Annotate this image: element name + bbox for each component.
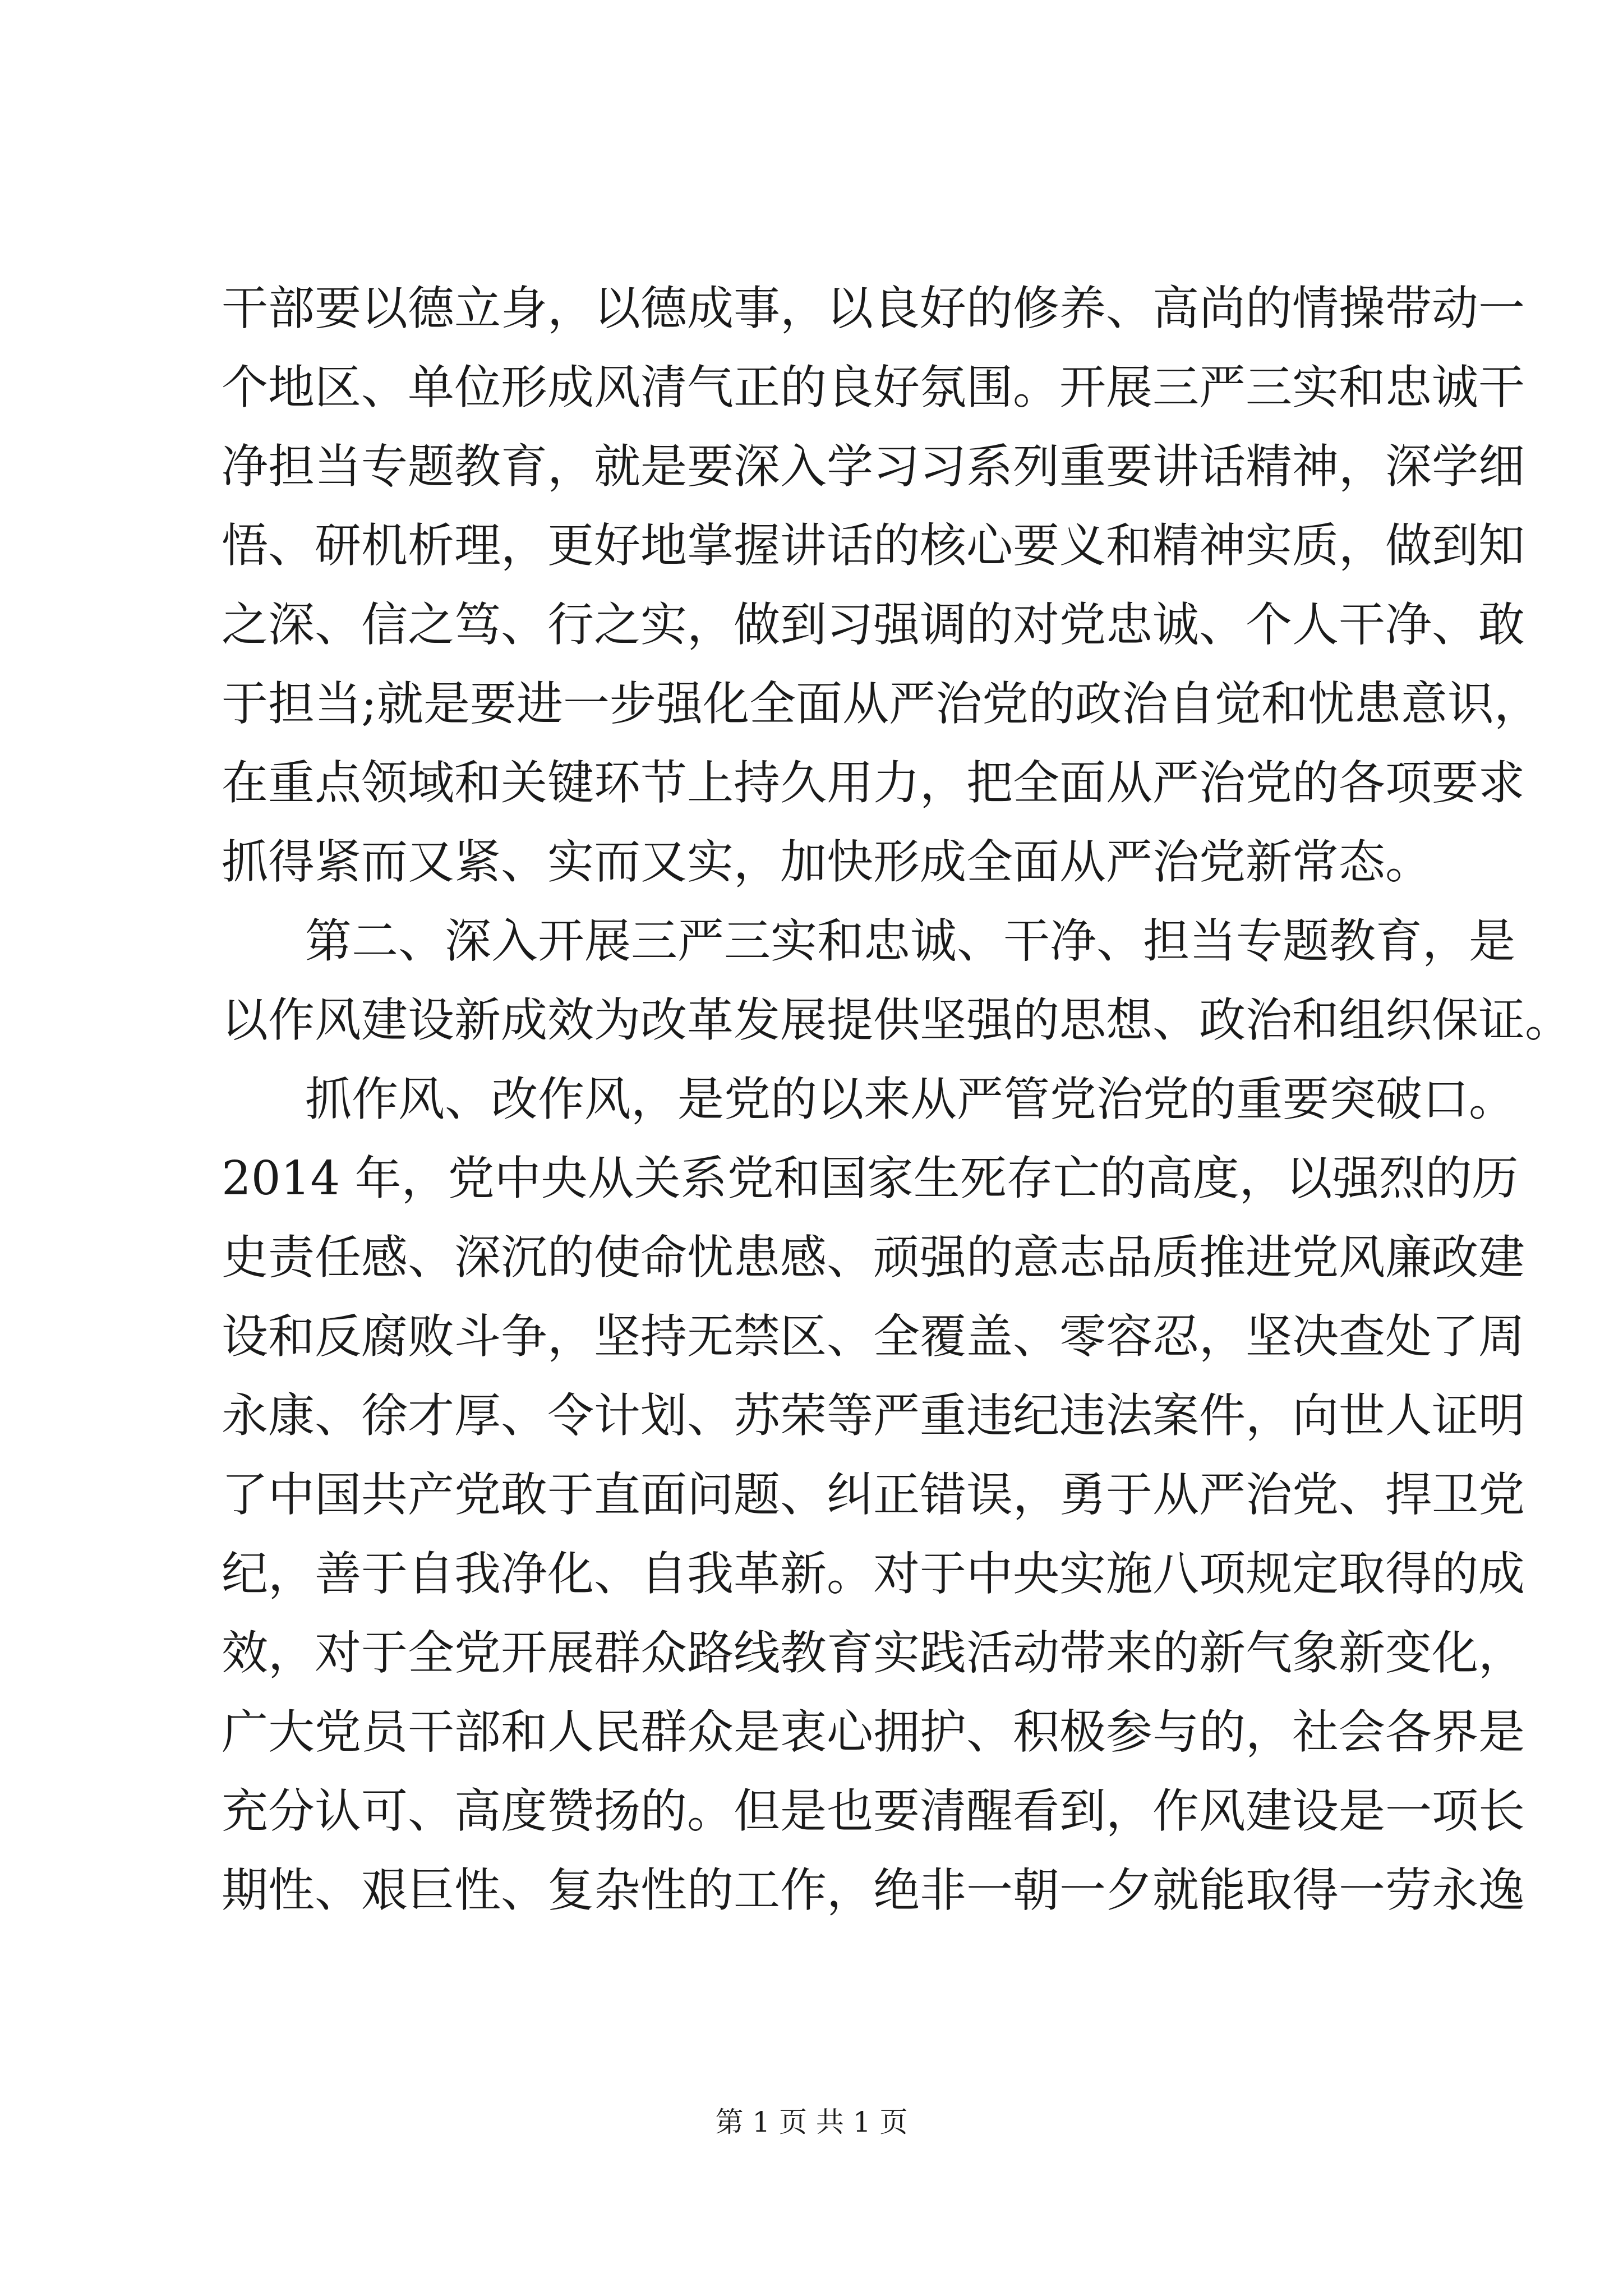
text-line-5: 之深、信之笃、行之实，做到习强调的对党忠诚、个人干净、敢 <box>222 597 1525 652</box>
text-line-8: 抓得紧而又紧、实而又实，加快形成全面从严治党新常态。 <box>222 835 1432 889</box>
paragraph-3-line-9: 广大党员干部和人民群众是衷心拥护、积极参与的，社会各界是 <box>222 1705 1525 1759</box>
text-line-3: 净担当专题教育，就是要深入学习习系列重要讲话精神，深学细 <box>222 439 1525 494</box>
paragraph-3-line-5: 永康、徐才厚、令计划、苏荣等严重违纪违法案件，向世人证明 <box>222 1388 1525 1443</box>
paragraph-3-line-2: 2014 年，党中央从关系党和国家生死存亡的高度，以强烈的历 <box>222 1151 1519 1205</box>
text-line-4: 悟、研机析理，更好地掌握讲话的核心要义和精神实质，做到知 <box>222 518 1525 573</box>
paragraph-2-line-2: 以作风建设新成效为改革发展提供坚强的思想、政治和组织保证。 <box>222 993 1571 1047</box>
paragraph-3-line-10: 充分认可、高度赞扬的。但是也要清醒看到，作风建设是一项长 <box>222 1784 1525 1838</box>
paragraph-3-line-8: 效，对于全党开展群众路线教育实践活动带来的新气象新变化， <box>222 1626 1525 1680</box>
page-number-footer: 第 1 页 共 1 页 <box>715 2106 908 2138</box>
text-line-1: 干部要以德立身，以德成事，以良好的修养、高尚的情操带动一 <box>222 281 1525 335</box>
paragraph-3-line-3: 史责任感、深沉的使命忧患感、顽强的意志品质推进党风廉政建 <box>222 1230 1525 1285</box>
text-line-7: 在重点领域和关键环节上持久用力，把全面从严治党的各项要求 <box>222 756 1525 810</box>
paragraph-3-line-6: 了中国共产党敢于直面问题、纠正错误，勇于从严治党、捍卫党 <box>222 1467 1525 1522</box>
paragraph-2-line-1: 第二、深入开展三严三实和忠诚、干净、担当专题教育，是 <box>305 914 1515 968</box>
paragraph-3-line-11: 期性、艰巨性、复杂性的工作，绝非一朝一夕就能取得一劳永逸 <box>222 1863 1525 1917</box>
paragraph-3-line-1: 抓作风、改作风，是党的以来从严管党治党的重要突破口。 <box>305 1072 1515 1126</box>
text-line-2: 个地区、单位形成风清气正的良好氛围。开展三严三实和忠诚干 <box>222 360 1525 415</box>
paragraph-3-line-7: 纪，善于自我净化、自我革新。对于中央实施八项规定取得的成 <box>222 1547 1525 1601</box>
paragraph-3-line-4: 设和反腐败斗争，坚持无禁区、全覆盖、零容忍，坚决查处了周 <box>222 1309 1525 1364</box>
text-line-6: 于担当;就是要进一步强化全面从严治党的政治自觉和忧患意识， <box>222 677 1541 731</box>
